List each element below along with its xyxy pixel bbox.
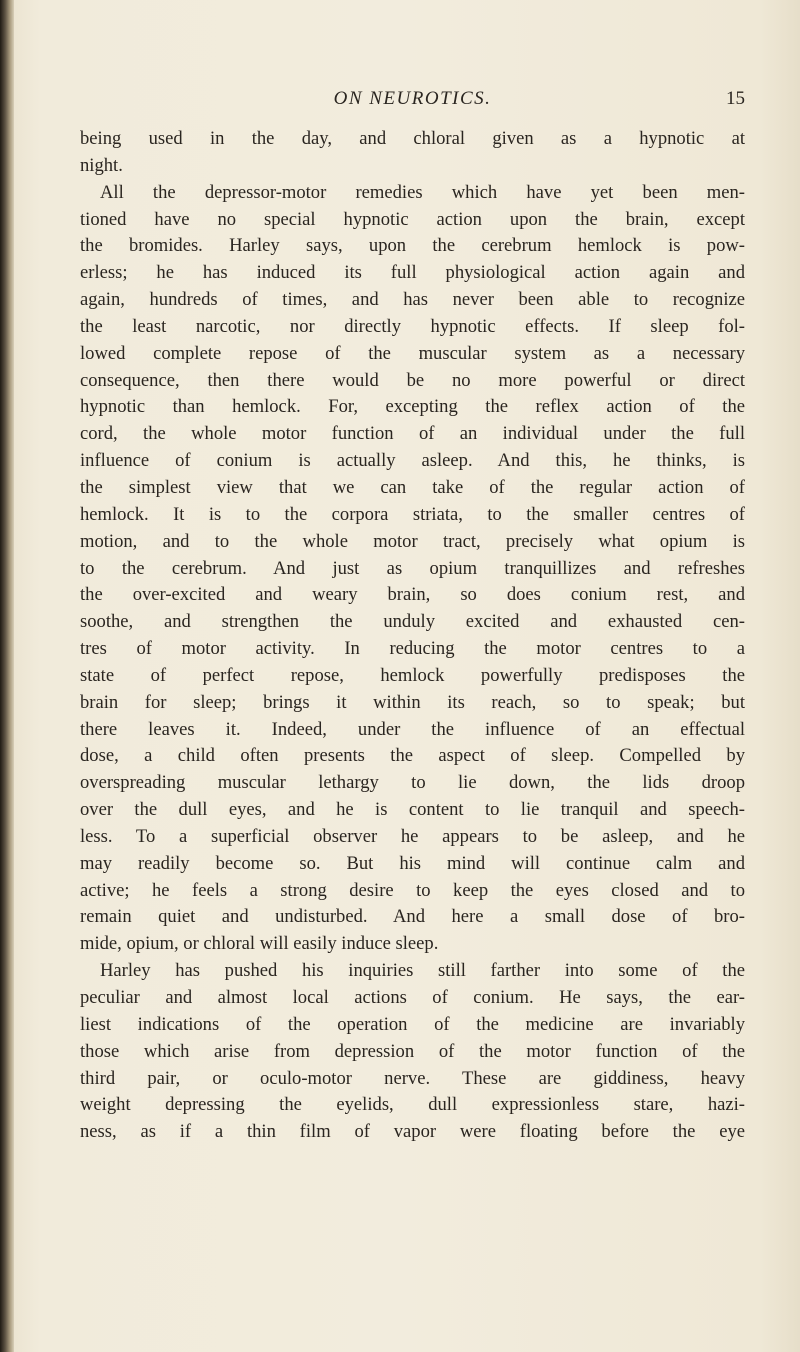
text-line: tioned have no special hypnotic action upon the brain, except (80, 208, 745, 230)
text-line: third pair, or oculo-motor nerve. These are giddiness, heavy (80, 1067, 745, 1089)
text-line: overspreading muscular lethargy to lie down, the lids droop (80, 772, 745, 794)
text-line: being used in the day, and chloral given as a hypnotic at (80, 128, 745, 149)
book-binding-edge (0, 0, 14, 1352)
text-line: those which arise from depression of the motor function of the (80, 1040, 745, 1062)
text-line: erless; he has induced its full physiological action again and (80, 262, 745, 284)
text-line: peculiar and almost local actions of conium. He says, the ear- (80, 987, 745, 1008)
running-head (80, 88, 745, 118)
text-line: the least narcotic, nor directly hypnotic effects. If sleep fol- (80, 315, 745, 337)
text-line: the over-excited and weary brain, so does conium rest, and (80, 584, 745, 606)
text-line: weight depressing the eyelids, dull expressionless stare, hazi- (80, 1094, 745, 1116)
text-line: All the depressor-motor remedies which have yet been men- (100, 181, 745, 203)
text-line: the simplest view that we can take of the regular action of (80, 476, 745, 498)
running-head-title: ON NEUROTICS. (333, 88, 492, 109)
text-line: may readily become so. But his mind will continue calm and (80, 852, 745, 874)
text-line: hypnotic than hemlock. For, excepting the reflex action of the (80, 396, 745, 418)
text-line: Harley has pushed his inquiries still farther into some of the (100, 960, 745, 982)
text-line: there leaves it. Indeed, under the influence of an effectual (80, 718, 745, 740)
text-line: cord, the whole motor function of an individual under the full (80, 423, 745, 445)
text-line: again, hundreds of times, and has never been able to recognize (80, 289, 745, 311)
text-line: to the cerebrum. And just as opium tranquillizes and refreshes (80, 557, 745, 579)
text-line: state of perfect repose, hemlock powerfully predisposes the (80, 664, 745, 686)
text-line: night. (80, 154, 123, 176)
text-line: brain for sleep; brings it within its reach, so to speak; but (80, 691, 745, 713)
text-line: dose, a child often presents the aspect of sleep. Compelled by (80, 745, 745, 767)
text-line: soothe, and strengthen the unduly excited and exhausted cen- (80, 611, 745, 633)
body-text (80, 126, 745, 1146)
text-line: tres of motor activity. In reducing the motor centres to a (80, 638, 745, 660)
text-line: motion, and to the whole motor tract, precisely what opium is (80, 530, 745, 552)
text-line: remain quiet and undisturbed. And here a small dose of bro- (80, 906, 745, 928)
text-line: over the dull eyes, and he is content to lie tranquil and speech- (80, 799, 745, 821)
text-line: lowed complete repose of the muscular system as a necessary (80, 342, 745, 364)
text-line: influence of conium is actually asleep. And this, he thinks, is (80, 450, 745, 472)
text-line: ness, as if a thin film of vapor were floating before the eye (80, 1121, 745, 1143)
text-line: consequence, then there would be no more powerful or direct (80, 369, 745, 391)
text-line: the bromides. Harley says, upon the cerebrum hemlock is pow- (80, 235, 745, 257)
text-line: active; he feels a strong desire to keep the eyes closed and to (80, 879, 745, 901)
text-line: liest indications of the operation of the medicine are invariably (80, 1013, 745, 1035)
page-number: 15 (726, 88, 745, 109)
text-line: less. To a superficial observer he appears to be asleep, and he (80, 825, 745, 847)
text-line: hemlock. It is to the corpora striata, to the smaller centres of (80, 503, 745, 525)
text-line: mide, opium, or chloral will easily induce sleep. (80, 933, 439, 955)
